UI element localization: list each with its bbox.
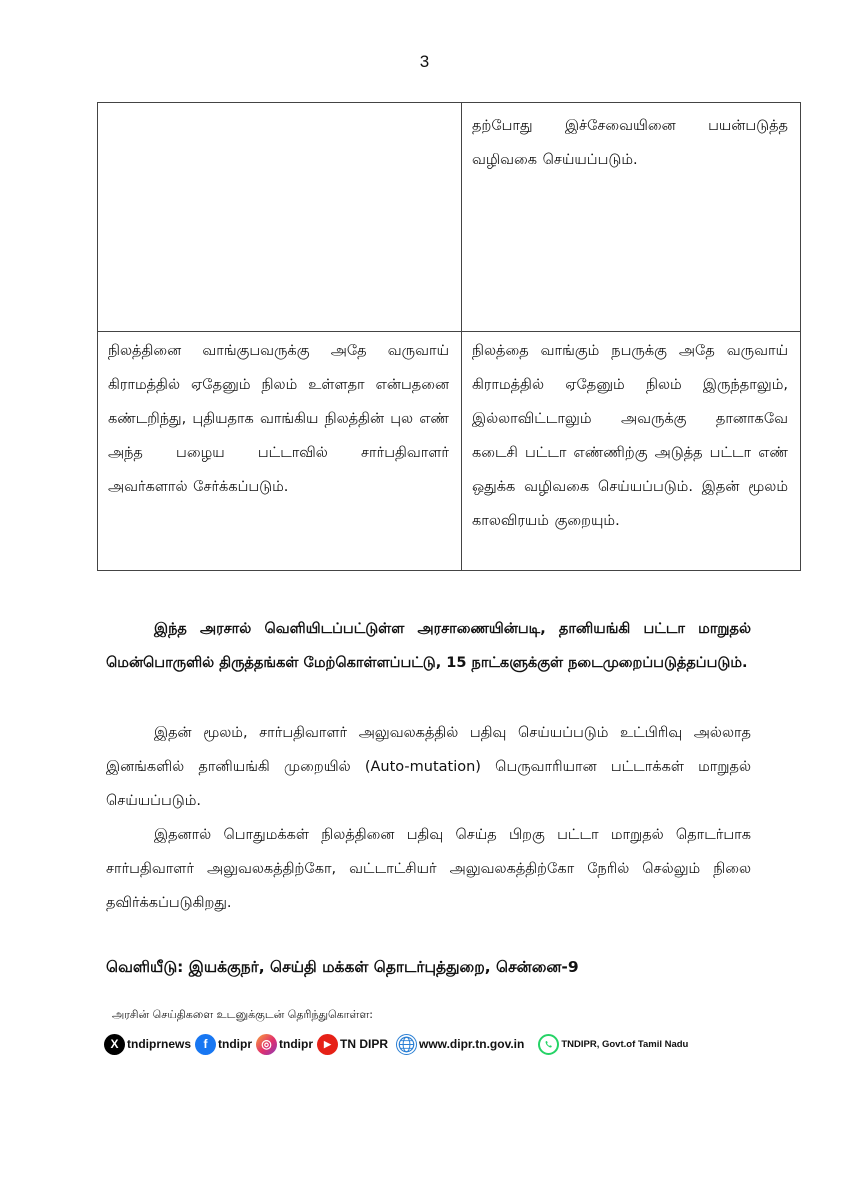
whatsapp-icon — [538, 1034, 559, 1055]
social-label: tndipr — [279, 1037, 314, 1051]
table-cell-left — [98, 103, 462, 332]
social-label: tndiprnews — [127, 1037, 192, 1051]
social-label: www.dipr.tn.gov.in — [419, 1037, 525, 1051]
release-line: வெளியீடு: இயக்குநர், செய்தி மக்கள் தொடர்புத்துறை, சென்னை-9 — [106, 958, 579, 976]
globe-icon — [396, 1034, 417, 1055]
table-cell-right: தற்போது இச்சேவையினை பயன்படுத்த வழிவகை செய்யப்படும். — [462, 103, 801, 332]
social-links — [104, 1032, 692, 1056]
x-icon: X — [104, 1034, 125, 1055]
youtube-icon: ▶ — [317, 1034, 338, 1055]
social-label: tndipr — [218, 1037, 253, 1051]
social-whatsapp-link[interactable] — [538, 1034, 688, 1055]
follow-text: அரசின் செய்திகளை உடனுக்குடன் தெரிந்துகொள்ள: — [112, 1008, 373, 1021]
social-label: TN DIPR — [340, 1037, 389, 1051]
instagram-icon: ◎ — [256, 1034, 277, 1055]
social-label: TNDIPR, Govt.of Tamil Nadu — [561, 1038, 689, 1050]
paragraph-auto-mutation: இதன் மூலம், சார்பதிவாளர் அலுவலகத்தில் பதிவு செய்யப்படும் உட்பிரிவு அல்லாத இனங்களில் தானியங்கி முறையில் (Auto-mutation) பெருவாரியான பட்டாக்கள் மாறுதல் செய்யப்படும். — [106, 725, 751, 809]
social-facebook-link[interactable] — [195, 1034, 252, 1055]
table-row — [98, 332, 801, 571]
table-cell-left: நிலத்தினை வாங்குபவருக்கு அதே வருவாய் கிராமத்தில் ஏதேனும் நிலம் உள்ளதா என்பதனை கண்டறிந்து, புதியதாக வாங்கிய நிலத்தின் புல எண் அந்த பழைய பட்டாவில் சார்பதிவாளர் அவர்களால் சேர்க்கப்படும். — [98, 332, 462, 571]
page-number: 3 — [419, 52, 430, 71]
facebook-icon: f — [195, 1034, 216, 1055]
social-instagram-link[interactable] — [256, 1034, 313, 1055]
table-cell-right: நிலத்தை வாங்கும் நபருக்கு அதே வருவாய் கிராமத்தில் ஏதேனும் நிலம் இருந்தாலும், இல்லாவிட்டாலும் அவருக்கு தானாகவே கடைசி பட்டா எண்ணிற்கு அடுத்த பட்டா எண் ஒதுக்க வழிவகை செய்யப்படும். இதன் மூலம் காலவிரயம் குறையும். — [462, 332, 801, 571]
table-row — [98, 103, 801, 332]
social-youtube-link[interactable] — [317, 1034, 388, 1055]
paragraph-implementation: இந்த அரசால் வெளியிடப்பட்டுள்ள அரசாணையின்படி, தானியங்கி பட்டா மாறுதல் மென்பொருளில் திருத்தங்கள் மேற்கொள்ளப்பட்டு, 15 நாட்களுக்குள் நடைமுறைப்படுத்தப்படும். — [106, 621, 751, 671]
social-website-link[interactable] — [396, 1034, 524, 1055]
social-x-link[interactable] — [104, 1034, 191, 1055]
paragraph-public-benefit: இதனால் பொதுமக்கள் நிலத்தினை பதிவு செய்த பிறகு பட்டா மாறுதல் தொடர்பாக சார்பதிவாளர் அலுவலகத்திற்கோ, வட்டாட்சியர் அலுவலகத்திற்கோ நேரில் செல்லும் நிலை தவிர்க்கப்படுகிறது. — [106, 827, 751, 911]
comparison-table — [97, 102, 801, 571]
